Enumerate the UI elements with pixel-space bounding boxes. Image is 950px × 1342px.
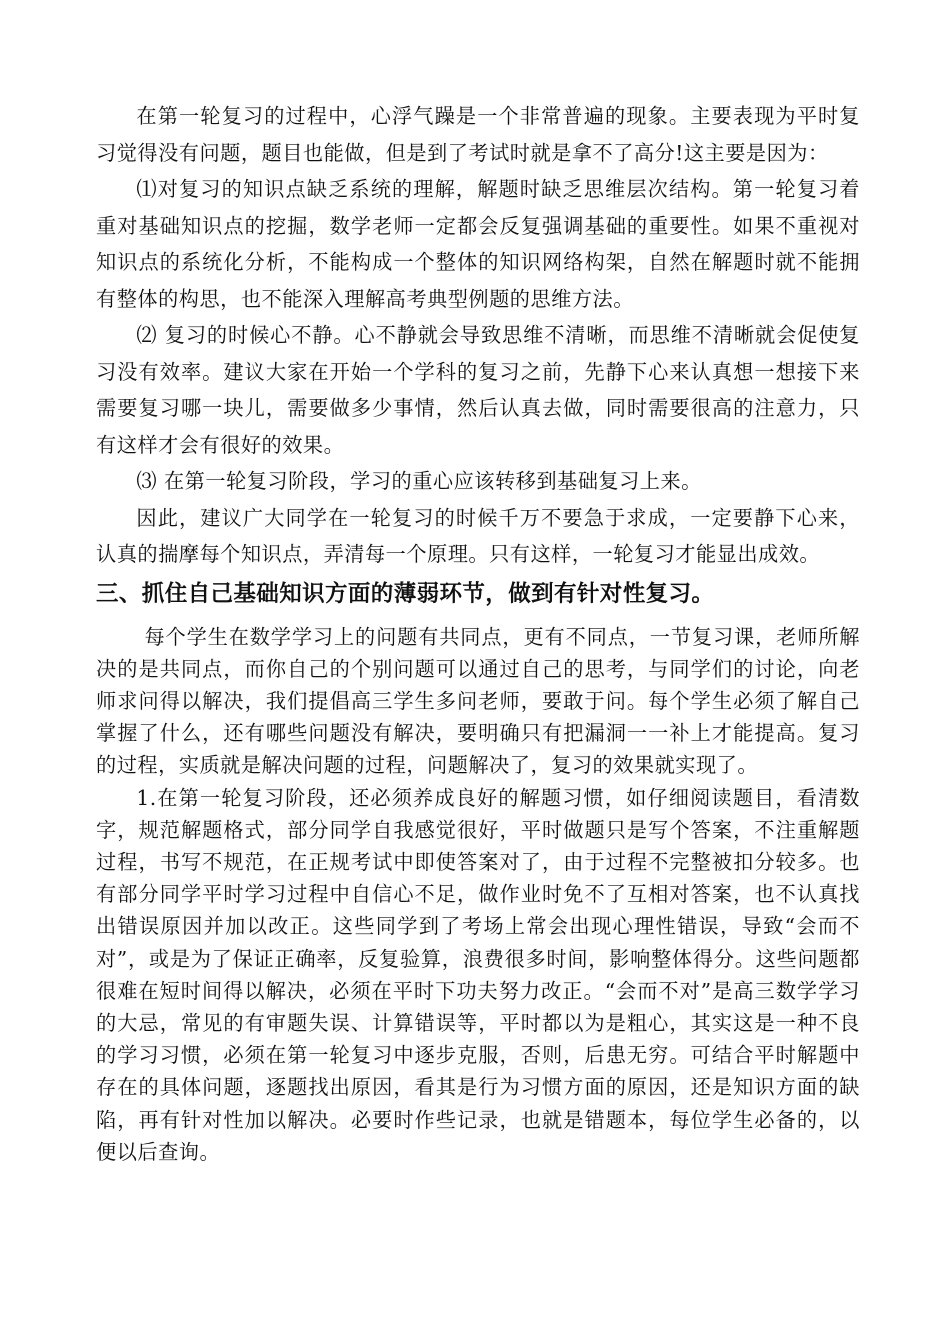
paragraph-intro: 在第一轮复习的过程中，心浮气躁是一个非常普遍的现象。主要表现为平时复习觉得没有问题，题目也能做，但是到了考试时就是拿不了高分!这主要是因为： [96, 104, 860, 165]
section-heading: 三、抓住自己基础知识方面的薄弱环节，做到有针对性复习。 [96, 580, 715, 607]
paragraph-point-1: ⑴对复习的知识点缺乏系统的理解，解题时缺乏思维层次结构。第一轮复习着重对基础知识点的挖掘，数学老师一定都会反复强调基础的重要性。如果不重视对知识点的系统化分析，不能构成一个整体的知识网络构架，自然在解题时就不能拥有整体的构思，也不能深入理解高考典型例题的思维方法。 [96, 177, 860, 311]
paragraph-section-intro: 每个学生在数学学习上的问题有共同点，更有不同点，一节复习课，老师所解决的是共同点，而你自己的个别问题可以通过自己的思考，与同学们的讨论，向老师求问得以解决，我们提倡高三学生多问老师，要敢于问。每个学生必须了解自己掌握了什么，还有哪些问题没有解决，要明确只有把漏洞一一补上才能提高。复习的过程，实质就是解决问题的过程，问题解决了，复习的效果就实现了。 [96, 624, 860, 778]
paragraph-point-2: ⑵ 复习的时候心不静。心不静就会导致思维不清晰，而思维不清晰就会促使复习没有效率。建议大家在开始一个学科的复习之前，先静下心来认真想一想接下来需要复习哪一块儿，需要做多少事情，然后认真去做，同时需要很高的注意力，只有这样才会有很好的效果。 [96, 323, 860, 457]
paragraph-point-3: ⑶ 在第一轮复习阶段，学习的重心应该转移到基础复习上来。 [136, 469, 702, 493]
paragraph-conclusion: 因此，建议广大同学在一轮复习的时候千万不要急于求成，一定要静下心来，认真的揣摩每个知识点，弄清每一个原理。只有这样，一轮复习才能显出成效。 [96, 505, 860, 566]
paragraph-section-item-1: 1.在第一轮复习阶段，还必须养成良好的解题习惯，如仔细阅读题目，看清数字，规范解题格式，部分同学自我感觉很好，平时做题只是写个答案，不注重解题过程，书写不规范，在正规考试中即使答案对了，由于过程不完整被扣分较多。也有部分同学平时学习过程中自信心不足，做作业时免不了互相对答案，也不认真找出错误原因并加以改正。这些同学到了考场上常会出现心理性错误，导致“会而不对”，或是为了保证正确率，反复验算，浪费很多时间，影响整体得分。这些问题都很难在短时间得以解决，必须在平时下功夫努力改正。“会而不对”是高三数学学习的大忌，常见的有审题失误、计算错误等，平时都以为是粗心，其实这是一种不良的学习习惯，必须在第一轮复习中逐步克服，否则，后患无穷。可结合平时解题中存在的具体问题，逐题找出原因，看其是行为习惯方面的原因，还是知识方面的缺陷，再有针对性加以解决。必要时作些记录，也就是错题本，每位学生必备的，以便以后查询。 [96, 785, 860, 1164]
document-body [96, 98, 860, 1168]
